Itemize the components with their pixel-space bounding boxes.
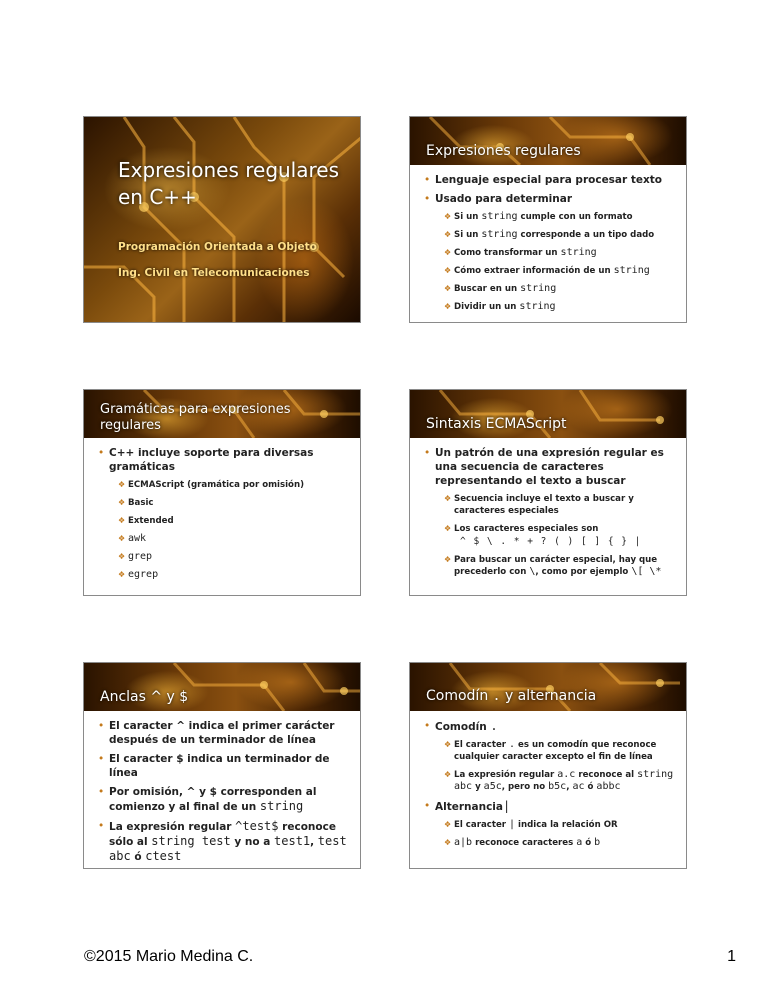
slide-title-text: Anclas ^ y $ <box>100 689 189 705</box>
bullet: • Por omisión, ^ y $ corresponden al comienzo y al final de un string <box>98 785 350 814</box>
bullet: • Alternancia| <box>424 799 676 814</box>
sub-bullet: ❖ grep <box>118 551 153 562</box>
sub-bullet: ❖ El caracter . es un comodín que reconoce cualquier caracter excepto el fin de línea <box>444 739 657 762</box>
slide-title-text: Expresiones regulares <box>426 143 581 159</box>
slide-expresiones <box>409 116 687 323</box>
course-name: Programación Orientada a Objeto <box>118 241 317 253</box>
slide-banner <box>410 663 686 711</box>
slide-sintaxis <box>409 389 687 596</box>
bullet: • Un patrón de una expresión regular es una secuencia de caracteres representando el texto a buscar <box>424 446 676 488</box>
diamond-bullet-icon: ❖ <box>118 534 126 543</box>
sub-bullet: ❖ El caracter | indica la relación OR <box>444 819 618 830</box>
slide-comodin <box>409 662 687 869</box>
slide-gramaticas <box>83 389 361 596</box>
presentation-title <box>118 157 339 211</box>
slide-banner <box>84 390 360 438</box>
bullet: • El caracter ^ indica el primer carácter después de un terminador de línea <box>98 719 350 747</box>
sub-bullet: ❖ Secuencia incluye el texto a buscar y caracteres especiales <box>444 494 634 516</box>
diamond-bullet-icon: ❖ <box>118 498 126 507</box>
diamond-bullet-icon: ❖ <box>444 248 452 257</box>
program-name: Ing. Civil en Telecomunicaciones <box>118 267 310 279</box>
slide-title <box>83 116 361 323</box>
slide-banner <box>410 117 686 165</box>
sub-bullet: ❖ Si un string cumple con un formato <box>444 211 633 222</box>
diamond-bullet-icon: ❖ <box>444 266 452 275</box>
diamond-bullet-icon: ❖ <box>118 480 126 489</box>
title-line-2: en C++ <box>118 185 197 209</box>
bullet: • Lenguaje especial para procesar texto <box>424 173 676 187</box>
slide-banner <box>410 390 686 438</box>
diamond-bullet-icon: ❖ <box>444 555 452 564</box>
diamond-bullet-icon: ❖ <box>444 740 452 749</box>
diamond-bullet-icon: ❖ <box>444 820 452 829</box>
sub-bullet: ❖ ECMAScript (gramática por omisión) <box>118 480 305 490</box>
title-line-1: Expresiones regulares <box>118 158 340 182</box>
circuit-pattern <box>84 117 361 323</box>
bullet: • Usado para determinar <box>424 192 676 206</box>
slide-banner <box>84 663 360 711</box>
slide-title-text: Gramáticas para expresiones regulares <box>100 402 291 433</box>
sub-bullet: ❖ Cómo extraer información de un string <box>444 265 650 276</box>
diamond-bullet-icon: ❖ <box>444 770 452 779</box>
bullet: • C++ incluye soporte para diversas gramáticas <box>98 446 350 474</box>
diamond-bullet-icon: ❖ <box>444 524 452 533</box>
sub-bullet: ❖ Basic <box>118 498 154 508</box>
copyright-footer: ©2015 Mario Medina C. <box>84 948 254 965</box>
slide-title-text: Comodín . y alternancia <box>426 688 597 704</box>
diamond-bullet-icon: ❖ <box>444 284 452 293</box>
sub-bullet: ❖ Como transformar un string <box>444 247 597 258</box>
diamond-bullet-icon: ❖ <box>118 552 126 561</box>
sub-bullet: ❖ a|b reconoce caracteres a ó b <box>444 837 601 848</box>
diamond-bullet-icon: ❖ <box>444 302 452 311</box>
diamond-bullet-icon: ❖ <box>444 838 452 847</box>
diamond-bullet-icon: ❖ <box>118 516 126 525</box>
sub-bullet: ❖ Para buscar un carácter especial, hay que precederlo con \, como por ejemplo \[ \* <box>444 555 662 577</box>
diamond-bullet-icon: ❖ <box>444 212 452 221</box>
sub-bullet: ❖ La expresión regular a.c reconoce al string abc y a5c, pero no b5c, ac ó abbc <box>444 769 674 792</box>
bullet: • La expresión regular ^test$ reconoce sólo al string test y no a test1, test abc ó ctest <box>98 819 350 864</box>
sub-bullet: ❖ Extended <box>118 516 174 526</box>
page-number: 1 <box>727 948 736 965</box>
slide-anclas <box>83 662 361 869</box>
sub-bullet: ❖ Los caracteres especiales son ^ $ \ . * + ? ( ) [ ] { } | <box>424 523 676 548</box>
sub-bullet: ❖ Si un string corresponde a un tipo dado <box>444 229 655 240</box>
sub-bullet: ❖ Dividir un un string <box>444 301 556 312</box>
special-characters: ^ $ \ . * + ? ( ) [ ] { } | <box>460 536 642 547</box>
diamond-bullet-icon: ❖ <box>444 494 452 503</box>
diamond-bullet-icon: ❖ <box>118 570 126 579</box>
diamond-bullet-icon: ❖ <box>444 230 452 239</box>
sub-bullet: ❖ awk <box>118 533 147 544</box>
bullet: • Comodín . <box>424 719 676 734</box>
sub-bullet: ❖ egrep <box>118 569 159 580</box>
slide-title-text: Sintaxis ECMAScript <box>426 416 567 432</box>
sub-bullet: ❖ Buscar en un string <box>444 283 557 294</box>
bullet: • El caracter $ indica un terminador de línea <box>98 752 350 780</box>
